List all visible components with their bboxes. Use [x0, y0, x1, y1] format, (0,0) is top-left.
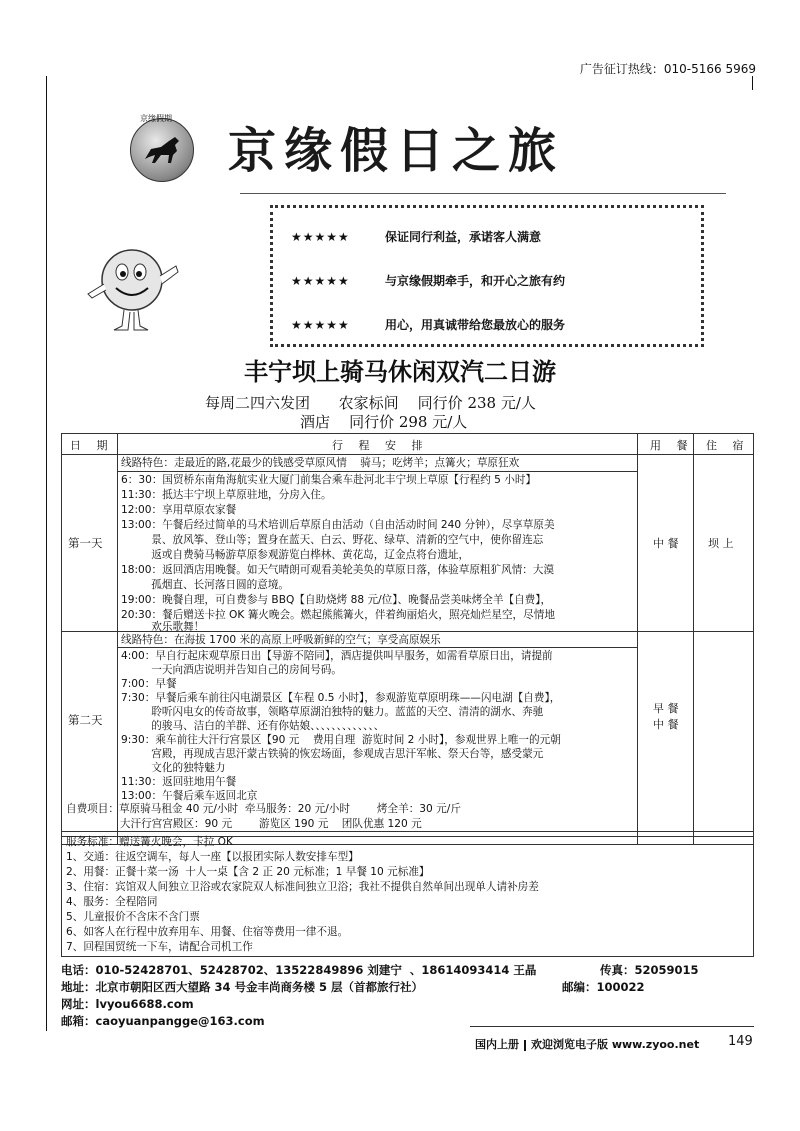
footer-section: 国内上册 — [475, 1038, 519, 1051]
itinerary-line: 景、放风筝、登山等；置身在蓝天、白云、野花、绿草、清新的空气中，使你留连忘 — [121, 534, 544, 546]
day-label: 第一天 — [68, 536, 103, 550]
logo-text: 京缘假期 — [140, 114, 172, 123]
smiley-mascot-icon — [80, 236, 184, 340]
footer-rule — [470, 1026, 754, 1027]
itinerary-line: 19:00：晚餐自理，可自费参与 BBQ【自助烧烤 88 元/位】、晚餐品尝美味烤全羊【自费】， — [121, 594, 552, 606]
slogan-box — [270, 205, 704, 347]
service-standards-box — [61, 831, 754, 957]
tour-title: 丰宁坝上骑马休闲双汽二日游 — [244, 358, 556, 386]
contact-address: 地址：北京市朝阳区西大望路 34 号金丰尚商务楼 5 层（首都旅行社） — [61, 980, 424, 994]
footer-promo[interactable]: 欢迎浏览电子版 www.zyoo.net — [531, 1038, 700, 1051]
service-line: 4、服务：全程陪同 — [66, 896, 158, 908]
col-divider — [637, 434, 638, 844]
ad-hotline: 广告征订热线：010-5166 5969 — [579, 62, 756, 76]
col-divider — [117, 434, 118, 844]
day-stay: 坝 上 — [708, 537, 734, 550]
itinerary-line: 7:00：早餐 — [121, 678, 177, 690]
itinerary-line: 一天向酒店说明并告知自己的房间号码。 — [121, 664, 342, 676]
service-line: 服务标准：赠送篝火晚会，卡拉 OK — [66, 836, 233, 848]
service-line: 7、回程国贸统一下车，请配合司机工作 — [66, 941, 253, 953]
itinerary-table — [61, 433, 754, 845]
itinerary-line: 13:00：午餐后乘车返回北京 — [121, 790, 258, 802]
itinerary-line: 12:00：享用草原农家餐 — [121, 504, 237, 516]
footer-bar — [475, 1036, 699, 1052]
day-label: 第二天 — [68, 713, 103, 727]
contact-postcode: 邮编：100022 — [562, 980, 645, 994]
itinerary-line: 11:30：抵达丰宁坝上草原驻地，分房入住。 — [121, 489, 332, 501]
day-meal: 中 餐 — [653, 537, 679, 550]
itinerary-line: 4:00：早自行起床观草原日出【导游不陪同】，酒店提供叫早服务，如需看草原日出，请提前 — [121, 650, 553, 662]
left-margin-rule — [46, 76, 47, 1031]
itinerary-line: 18:00：返回酒店用晚餐。如天气晴朗可观看美轮美奂的草原日落，体验草原粗犷风情：大漠 — [121, 564, 555, 576]
rating-stars-icon: ★★★★★ — [291, 230, 350, 244]
slogan-row — [291, 272, 565, 289]
contact-email[interactable]: 邮箱：caoyuanpangge@163.com — [61, 1014, 265, 1028]
header-day: 日 期 — [70, 439, 114, 452]
header-stay: 住 宿 — [706, 439, 750, 452]
day-feature: 线路特色：走最近的路,花最少的钱感受草原风情 骑马；吃烤羊；点篝火；草原狂欢 — [121, 457, 520, 469]
service-line: 3、住宿：宾馆双人间独立卫浴或农家院双人标准间独立卫浴；我社不提供自然单间出现单人请补房差 — [66, 881, 539, 893]
brand-title: 京缘假日之旅 — [228, 123, 565, 179]
top-right-tick — [752, 76, 753, 90]
fees-line: 自费项目：草原骑马租金 40 元/小时 牵马服务：20 元/小时 烤全羊：30 元/斤 — [66, 803, 461, 815]
footer-separator — [524, 1040, 526, 1051]
itinerary-line: 20:30：餐后赠送卡拉 OK 篝火晚会。燃起熊熊篝火，伴着绚丽焰火，照亮灿烂星空，尽情地 — [121, 609, 555, 621]
itinerary-line: 返或自费骑马畅游草原参观游览白桦林、黄花岛，辽金点将台遗址， — [121, 549, 470, 561]
tour-hotel-price: 酒店 同行价 298 元/人 — [300, 413, 468, 431]
contact-website[interactable]: 网址：lvyou6688.com — [61, 997, 194, 1011]
rating-stars-icon: ★★★★★ — [291, 318, 350, 332]
itinerary-line: 9:30：乘车前往大汗行宫景区【90 元 费用自理 游览时间 2 小时】，参观世界上唯一的元朝 — [121, 734, 561, 746]
slogan-row — [291, 228, 541, 245]
itinerary-line: 欢乐歌舞！ — [121, 621, 205, 633]
header-rule — [240, 193, 726, 194]
slogan-text: 保证同行利益，承诺客人满意 — [385, 230, 542, 244]
rating-stars-icon: ★★★★★ — [291, 274, 350, 288]
itinerary-line: 的骏马、洁白的羊群、还有你姑娘、、、、、、、、、、、、、 — [121, 720, 385, 732]
itinerary-line: 13:00：午餐后经过简单的马术培训后草原自由活动（自由活动时间 240 分钟），尽享草原美 — [121, 519, 555, 531]
col-divider — [693, 434, 694, 844]
horse-silhouette-icon — [131, 119, 193, 181]
day-meal: 中 餐 — [653, 718, 679, 731]
itinerary-line: 11:30：返回驻地用午餐 — [121, 776, 237, 788]
page-number: 149 — [728, 1034, 753, 1049]
day-meal: 早 餐 — [653, 702, 679, 715]
itinerary-line: 文化的独特魅力 — [121, 762, 226, 774]
service-line: 2、用餐：正餐十菜一汤 十人一桌【含 2 正 20 元标准；1 早餐 10 元标准】 — [66, 866, 430, 878]
service-line: 1、交通：往返空调车，每人一座【以报团实际人数安排车型】 — [66, 851, 359, 863]
header-plan: 行 程 安 排 — [332, 439, 429, 452]
itinerary-line: 宫殿，再现成吉思汗蒙古铁骑的恢宏场面，参观成吉思汗军帐、祭天台等，感受蒙元 — [121, 748, 544, 760]
service-line: 6、如客人在行程中放弃用车、用餐、住宿等费用一律不退。 — [66, 926, 349, 938]
contact-phone: 电话：010-52428701、52428702、13522849896 刘建宁 、18614093414 王晶 — [61, 963, 537, 977]
service-line: 5、儿童报价不含床不含门票 — [66, 911, 200, 923]
tour-schedule-price: 每周二四六发团 农家标间 同行价 238 元/人 — [205, 394, 536, 412]
slogan-text: 用心，用真诚带给您最放心的服务 — [385, 318, 566, 332]
itinerary-line: 聆听闪电女的传奇故事，领略草原湖泊独特的魅力。蓝蓝的天空、清清的湖水、奔驰 — [121, 706, 544, 718]
itinerary-line: 孤烟直、长河落日圆的意境。 — [121, 579, 290, 591]
itinerary-line: 7:30：早餐后乘车前往闪电湖景区【车程 0.5 小时】，参观游览草原明珠——闪电湖【自费】， — [121, 692, 561, 704]
slogan-row — [291, 316, 565, 333]
slogan-text: 与京缘假期牵手，和开心之旅有约 — [385, 274, 566, 288]
horse-logo-icon — [130, 118, 194, 182]
row-divider — [117, 471, 638, 472]
header-meal: 用 餐 — [650, 439, 694, 452]
day-feature: 线路特色：在海拔 1700 米的高原上呼吸新鲜的空气；享受高原娱乐 — [121, 634, 441, 646]
fees-line: 大汗行宫宫殿区：90 元 游览区 190 元 团队优惠 120 元 — [66, 818, 422, 830]
contact-fax: 传真：52059015 — [600, 963, 699, 977]
itinerary-line: 6：30：国贸桥东南角海航实业大厦门前集合乘车赴河北丰宁坝上草原【行程约 5 小时】 — [121, 474, 537, 486]
